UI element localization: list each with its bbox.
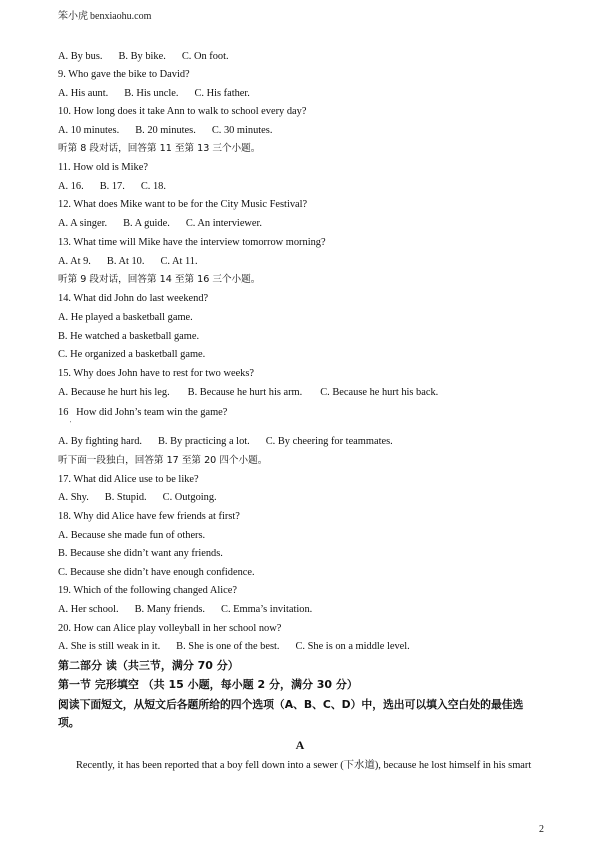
q18-option-a: A. Because she made fun of others. [58,530,206,541]
q15-question: 15. Why does John have to rest for two weeks? [58,368,255,379]
q12-question: 12. What does Mike want to be for the City Music Festival? [58,199,308,210]
q13-option-b: B. At 10. [106,256,145,267]
q10-option-b: B. 20 minutes. [135,125,196,136]
passage-first-line: Recently, it has been reported that a boy fell down into a sewer (下水道), because he lost himself in his smart [76,760,532,771]
q17-question: 17. What did Alice use to be like? [58,474,199,485]
q15-option-a: A. Because he hurt his leg. [58,387,170,398]
q10-option-c: C. 30 minutes. [211,125,273,136]
q11-options [58,181,182,193]
q9-option-c: C. His father. [194,88,250,99]
q17-options [58,492,233,504]
q14-question: 14. What did John do last weekend? [58,293,209,304]
q16-option-b: B. By practicing a lot. [157,436,250,447]
q20-option-b: B. She is one of the best. [176,641,280,652]
q15-option-c: C. Because he hurt his back. [320,387,439,398]
q12-option-c: C. An interviewer. [185,218,263,229]
q20-option-a: A. She is still weak in it. [58,641,161,652]
instruction-dialogue-9: 听第 9 段对话，回答第 14 至第 16 三个小题。 [58,274,261,285]
page-header [58,7,151,22]
q13-option-a: A. At 9. [58,256,91,267]
q9-option-b: B. His uncle. [124,88,179,99]
q20-question: 20. How can Alice play volleyball in her school now? [58,623,282,634]
q16-options [58,436,409,448]
q20-option-c: C. She is on a middle level. [295,641,410,652]
q14-option-b: B. He watched a basketball game. [58,331,200,342]
q14-option-c: C. He organized a basketball game. [58,349,206,360]
q19-question: 19. Which of the following changed Alice? [58,585,237,596]
q15-options [58,387,456,399]
stray-mark: ' [70,421,72,427]
q11-option-a: A. 16. [58,181,84,192]
page-number: 2 [539,824,544,835]
q14-option-a: A. He played a basketball game. [58,312,193,323]
reading-instruction: 阅读下面短文，从短文后各题所给的四个选项（A、B、C、D）中，选出可以填入空白处的最佳选项。 [58,698,524,729]
q17-option-a: A. Shy. [58,492,89,503]
part-two-heading: 第二部分 读（共三节，满分 70 分） [58,659,239,672]
q16-option-c: C. By cheering for teammates. [265,436,393,447]
q11-option-c: C. 18. [140,181,166,192]
q18-option-c: C. Because she didn’t have enough confidence. [58,567,255,578]
q17-option-b: B. Stupid. [104,492,147,503]
header-cn: 笨小虎 [58,11,88,22]
q19-option-b: B. Many friends. [134,604,206,615]
q8-option-c: C. On foot. [181,51,229,62]
q20-options [58,641,426,653]
q12-option-a: A. A singer. [58,218,108,229]
q19-option-a: A. Her school. [58,604,119,615]
q10-options [58,125,288,137]
q8-options [58,51,245,63]
q12-option-b: B. A guide. [123,218,170,229]
q13-option-c: C. At 11. [160,256,198,267]
q10-question: 10. How long does it take Ann to walk to school every day? [58,106,307,117]
q13-question: 13. What time will Mike have the interview tomorrow morning? [58,237,326,248]
q16-option-a: A. By fighting hard. [58,436,142,447]
q18-option-b: B. Because she didn’t want any friends. [58,548,223,559]
q10-option-a: A. 10 minutes. [58,125,120,136]
q11-option-b: B. 17. [99,181,125,192]
q19-option-c: C. Emma’s invitation. [221,604,313,615]
q12-options [58,218,278,230]
q9-option-a: A. His aunt. [58,88,109,99]
q16-question: 16 How did John’s team win the game? [58,407,228,418]
q15-option-b: B. Because he hurt his arm. [187,387,303,398]
q8-option-b: B. By bike. [118,51,166,62]
header-site: benxiaohu.com [90,11,152,22]
q13-options [58,256,214,268]
q17-option-c: C. Outgoing. [162,492,217,503]
q8-option-a: A. By bus. [58,51,103,62]
passage-title: A [295,738,305,752]
q19-options [58,604,328,616]
q9-options [58,88,266,100]
section-one-heading: 第一节 完形填空 （共 15 小题，每小题 2 分，满分 30 分） [58,678,358,691]
instruction-monologue: 听下面一段独白，回答第 17 至第 20 四个小题。 [58,455,268,466]
q18-question: 18. Why did Alice have few friends at first? [58,511,240,522]
q9-question: 9. Who gave the bike to David? [58,69,190,80]
instruction-dialogue-8: 听第 8 段对话，回答第 11 至第 13 三个小题。 [58,143,261,154]
q11-question: 11. How old is Mike? [58,162,148,173]
